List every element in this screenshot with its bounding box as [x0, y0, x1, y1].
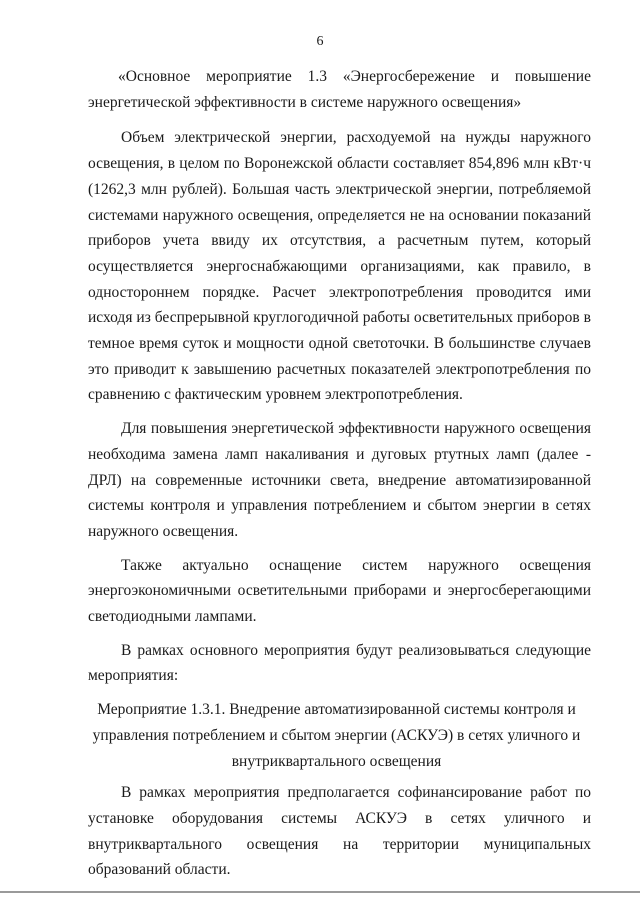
paragraph-equipment: Также актуально оснащение систем наружного освещения энергоэкономичными осветительными приборами и энергосберегающими светодиодными лампами. — [88, 556, 591, 626]
paragraph-efficiency-measures: Для повышения энергетической эффективности наружного освещения необходима замена ламп накаливания и дуговых ртутных ламп (далее - ДРЛ) на современные источники света, внедрение автоматизированной системы контроля и управления потреблением и сбытом энергии в сетях наружного освещения. — [88, 420, 591, 540]
bottom-rule — [0, 891, 640, 893]
paragraph-activities-intro: В рамках основного мероприятия будут реализовываться следующие мероприятия: — [88, 641, 591, 685]
section-heading: «Основное мероприятие 1.3 «Энергосбережение и повышение энергетической эффективности в системе наружного освещения» — [88, 68, 591, 111]
page-number: 6 — [316, 34, 324, 49]
paragraph-energy-volume: Объем электрической энергии, расходуемой на нужды наружного освещения, в целом по Воронежской области составляет 854,896 млн кВт·ч (1262,3 млн рублей). Большая часть электрической энергии, потребляемой системами наружного освещения, определяется не на основании показаний приборов учета ввиду их отсутствия, а расчетным путем, который осуществляется энергоснабжающими организациями, как правило, в одностороннем порядке. Расчет электропотребления проводится ими исходя из беспрерывной круглогодичной работы осветительных приборов в темное время суток и мощности одной светоточки. В большинстве случаев это приводит к завышению расчетных показателей электропотребления по сравнению с фактическим уровнем электропотребления. — [88, 129, 591, 404]
document-body — [88, 64, 591, 891]
activity-title: Мероприятие 1.3.1. Внедрение автоматизированной системы контроля и управления потреблением и сбытом энергии (АСКУЭ) в сетях уличного и внутриквартального освещения — [92, 701, 581, 770]
paragraph-cofinancing: В рамках мероприятия предполагается софинансирование работ по установке оборудования системы АСКУЭ в сетях уличного и внутриквартального освещения на территории муниципальных образований области. — [88, 784, 591, 879]
